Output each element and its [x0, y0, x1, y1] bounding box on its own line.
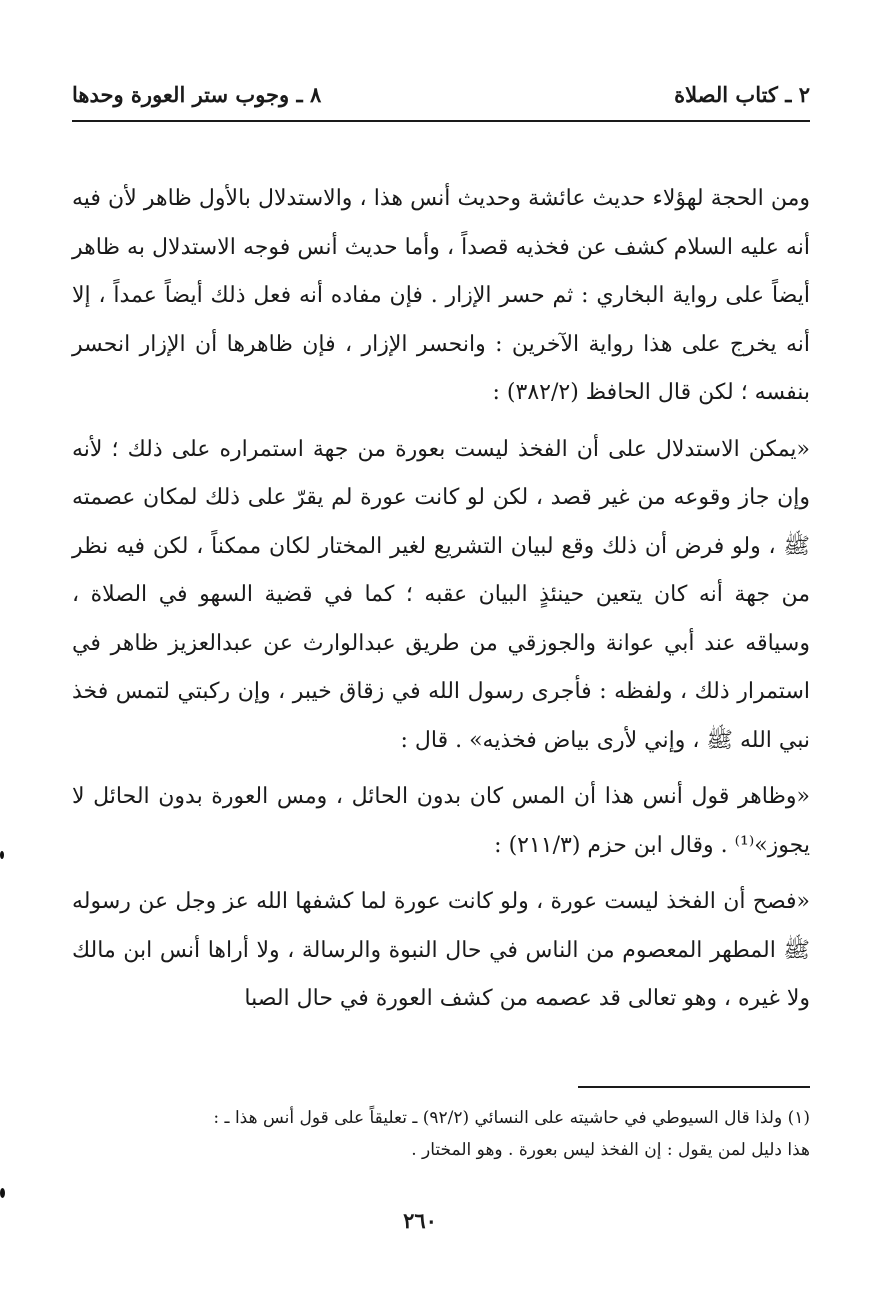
footnote-line-1: (١) ولذا قال السيوطي في حاشيته على النسائي (٩٢/٢) ـ تعليقاً على قول أنس هذا ـ :: [213, 1108, 810, 1128]
quote-anas: «وظاهر قول أنس هذا أن المس كان بدون الحائل ، ومس العورة بدون الحائل لا يجوز»⁽¹⁾ . وقال ابن حزم (٢١١/٣) :: [72, 784, 810, 858]
page-number: ٢٦٠: [403, 1208, 437, 1233]
footnote: [72, 1102, 810, 1166]
quote-hafiz: «يمكن الاستدلال على أن الفخذ ليست بعورة من جهة استمراره على ذلك ؛ لأنه وإن جاز وقوعه من غير قصد ، لكن لو كانت عورة لم يقرّ على ذلك لمكان عصمته ﷺ ، ولو فرض أن ذلك وقع لبيان التشريع لغير المختار لكان ممكناً ، لكن فيه نظر من جهة أنه كان يتعين حينئذٍ البيان عقبه ؛ كما في قضية السهو في الصلاة ، وسياقه عند أبي عوانة والجوزقي من طريق عبدالوارث عن عبدالعزيز ظاهر في استمرار ذلك ، ولفظه : فأجرى رسول الله في زقاق خيبر ، وإن ركبتي لتمس فخذ نبي الله ﷺ ، وإني لأرى بياض فخذيه» . قال :: [72, 436, 810, 753]
scan-speck: [0, 851, 4, 859]
quote-ibn-hazm: «فصح أن الفخذ ليست عورة ، ولو كانت عورة لما كشفها الله عز وجل عن رسوله ﷺ المطهر المعصوم من الناس في حال النبوة والرسالة ، ولا أراها أنس ابن مالك ولا غيره ، وهو تعالى قد عصمه من كشف العورة في حال الصبا: [72, 889, 810, 1011]
scan-speck: [0, 1188, 5, 1198]
running-header: [72, 82, 810, 118]
paragraph-1: ومن الحجة لهؤلاء حديث عائشة وحديث أنس هذا ، والاستدلال بالأول ظاهر لأن فيه أنه عليه السلام كشف عن فخذيه قصداً ، وأما حديث أنس فوجه الاستدلال به ظاهر أيضاً على رواية البخاري : ثم حسر الإزار . فإن مفاده أنه فعل ذلك أيضاً عمداً ، إلا أنه يخرج على هذا رواية الآخرين : وانحسر الإزار ، فإن ظاهرها أن الإزار انحسر بنفسه ؛ لكن قال الحافظ (٣٨٢/٢) :: [72, 186, 810, 405]
main-text: [72, 175, 810, 1032]
section-title: ٨ ـ وجوب ستر العورة وحدها: [72, 82, 322, 107]
header-divider: [72, 120, 810, 122]
footnote-divider: [578, 1086, 810, 1088]
footnote-line-2: هذا دليل لمن يقول : إن الفخذ ليس بعورة . وهو المختار .: [411, 1140, 810, 1160]
chapter-title: ٢ ـ كتاب الصلاة: [674, 82, 810, 107]
